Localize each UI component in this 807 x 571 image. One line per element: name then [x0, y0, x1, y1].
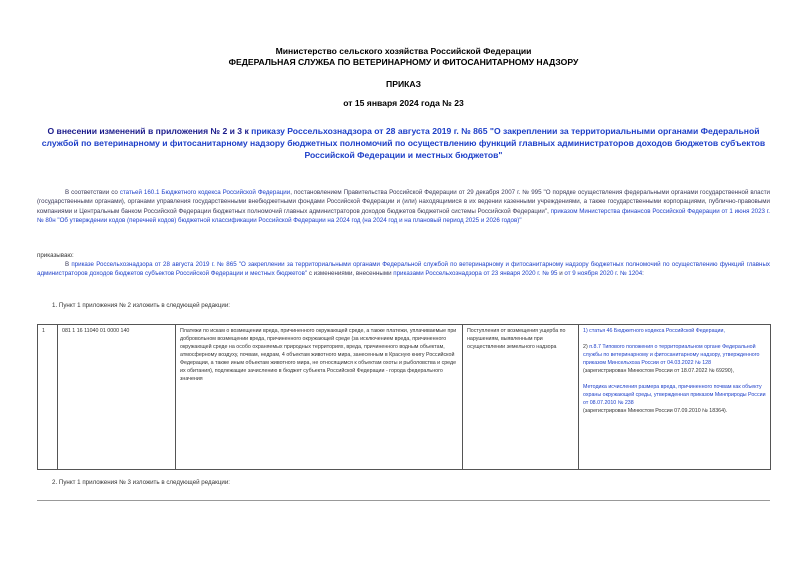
- body-text-4: :: [642, 270, 644, 278]
- ministry-name: Министерство сельского хозяйства Российской Федерации: [275, 46, 532, 56]
- basis-link-2[interactable]: п.8.7 Типового положения о территориальном органе Федеральной службы по ветеринарному и фитосанитарному надзору, утвержденного приказом Минсельхоза России от 04.03.2022 № 128: [583, 344, 760, 366]
- cell-basis: [579, 325, 771, 470]
- cell-description: Платежи по искам о возмещении вреда, причиненного окружающей среде, а также платежи, уплачиваемые при добровольном возмещении вреда, причиненного окружающей среде (за исключением вреда, причиненного окружающей среде на особо охраняемых природных территориях, вреда, причиненного водным объектам, атмосферному воздуху, почвам, недрам, 4 объектам животного мира, занесенным в Красную книгу Российской Федерации, а также иным объектам животного мира, не относящимся к объектам охоты и рыболовства и среде их обитания), подлежащие зачислению в бюджет субъекта Российской Федерации - города федерального значения: [176, 325, 463, 470]
- preamble-link-minfin-order[interactable]: приказом Министерства финансов Российской Федерации от 1 июня 2023 г. № 80н "Об утверждении кодов (перечней кодов) бюджетной классификации Российской Федерации на 2024 год (на 2024 год и на плановый период 2025 и 2026 годов)": [37, 207, 770, 225]
- body-link-order-1204[interactable]: от 9 ноября 2020 г. № 1204: [564, 270, 643, 278]
- divider: [37, 500, 770, 501]
- document-date-number: от 15 января 2024 года № 23: [343, 98, 464, 108]
- basis-text-1: 2): [583, 344, 590, 350]
- basis-text-2: (зарегистрирован Минюстом России от 18.07.2022 № 69290),: [583, 368, 734, 374]
- title-prefix: О внесении изменений в приложения № 2 и 3 к: [47, 126, 252, 136]
- cell-number: 1: [38, 325, 58, 470]
- preamble-paragraph: [37, 188, 770, 226]
- basis-link-3[interactable]: Методика исчисления размера вреда, причиненного почвам как объекту охраны окружающей среды, утвержденная приказом Минприроды России от 08.07.2010 № 238: [583, 384, 766, 406]
- table-row: [38, 325, 771, 470]
- cell-code: 081 1 16 11040 01 0000 140: [58, 325, 176, 470]
- preamble-text-1: В соответствии со: [65, 189, 120, 196]
- body-text-3: и: [557, 270, 565, 278]
- body-text-1: В: [65, 261, 72, 268]
- order-word: приказываю:: [37, 252, 74, 259]
- service-name: ФЕДЕРАЛЬНАЯ СЛУЖБА ПО ВЕТЕРИНАРНОМУ И ФИТОСАНИТАРНОМУ НАДЗОРУ: [228, 57, 579, 67]
- item-2-label: 2. Пункт 1 приложения № 3 изложить в следующей редакции:: [52, 479, 230, 486]
- basis-text-3: (зарегистрирован Минюстом России 07.09.2010 № 18364).: [583, 408, 728, 414]
- basis-link-1[interactable]: 1) статья 46 Бюджетного кодекса Российской Федерации,: [583, 328, 725, 334]
- document-type: ПРИКАЗ: [386, 79, 421, 89]
- income-table: [37, 324, 771, 470]
- cell-source: Поступления от возмещения ущерба по нарушениям, выявленным при осуществлении земельного надзора: [463, 325, 579, 470]
- body-link-order-95[interactable]: приказами Россельхознадзора от 23 января 2020 г. № 95: [393, 270, 558, 278]
- title-link[interactable]: приказу Россельхознадзора от 28 августа 2019 г. № 865 "О закреплении за территориальными органами Федеральной службой по ветеринарному и фитосанитарному надзору бюджетных полномочий по осуществлению функций главных администраторов доходов бюджетов субъектов Российской Федерации и местных бюджетов": [41, 126, 766, 160]
- preamble-text-2: , постановлением Правительства Российской Федерации от 29 декабря 2007 г. № 995 "О порядке осуществления федеральными органами государственной власти (государственными органами), органами управления государственными внебюджетными фондами Российской Федерации и (или) находящимися в их ведении казенными учреждениями, а также государственными корпорациями, публично-правовыми компаниями и Центральным банком Российской Федерации бюджетных полномочий главных администраторов доходов бюджетов бюджетной системы Российской Федерации",: [37, 189, 770, 215]
- document-title: [30, 125, 777, 161]
- body-text-2: с изменениями, внесенными: [307, 270, 394, 278]
- preamble-link-budget-code[interactable]: статьей 160.1 Бюджетного кодекса Российской Федерации: [119, 189, 291, 196]
- item-1-label: 1. Пункт 1 приложения № 2 изложить в следующей редакции:: [52, 302, 230, 309]
- body-link-order-865[interactable]: приказе Россельхознадзора от 28 августа 2019 г. № 865 "О закреплении за территориальными органами Федеральной службой по ветеринарному и фитосанитарному надзору бюджетных полномочий по осуществлению функций главных администраторов доходов бюджетов субъектов Российской Федерации и местных бюджетов": [37, 261, 770, 278]
- body-paragraph: [37, 260, 770, 279]
